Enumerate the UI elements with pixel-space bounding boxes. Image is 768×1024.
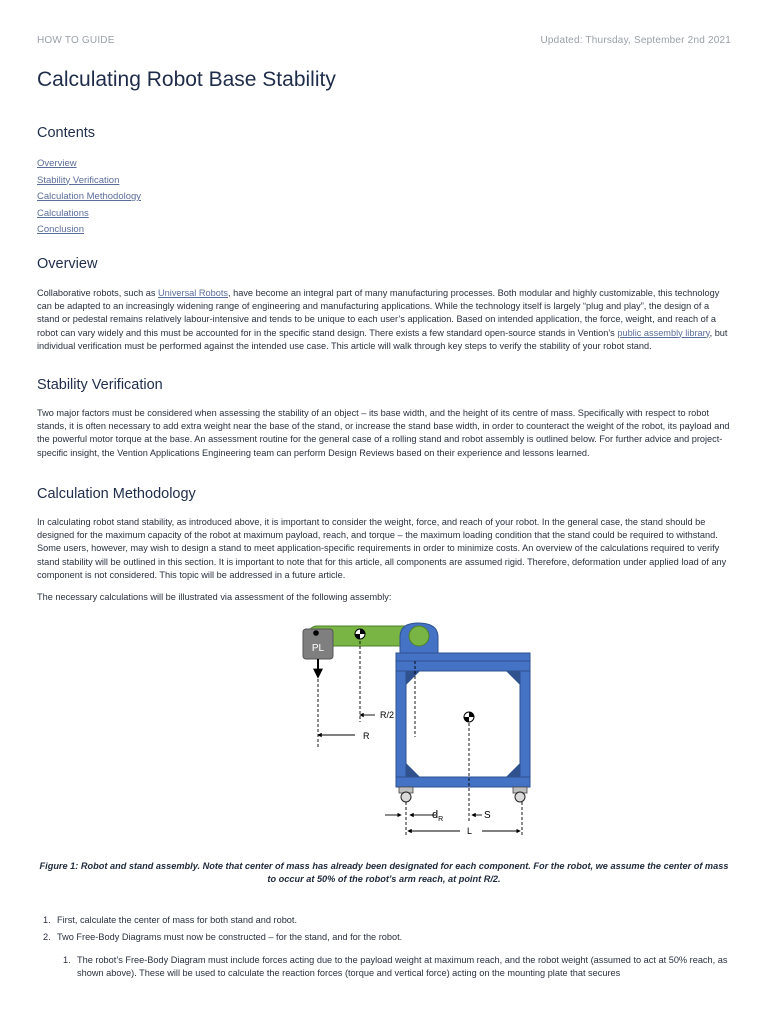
toc-link-calculations[interactable]: Calculations xyxy=(37,207,89,219)
list-item: 1. The robot’s Free-Body Diagram must include forces acting due to the payload weight at maximum reach, and the robot weight (assumed to act at 50% reach, as shown above). These will be used to calculate the reaction forces (torque and vertical force) acting on the mounting plate that secures xyxy=(63,955,728,979)
contents-heading: Contents xyxy=(37,125,96,141)
right-caster xyxy=(513,787,527,802)
public-assembly-library-link[interactable]: public assembly library xyxy=(617,327,710,338)
half-reach-label: R/2 xyxy=(380,710,395,720)
overview-text-1: Collaborative robots, such as xyxy=(37,288,159,298)
toc-link-calculation-methodology[interactable]: Calculation Methodology xyxy=(37,191,142,203)
toc-link-conclusion[interactable]: Conclusion xyxy=(37,224,84,236)
mounting-plate xyxy=(396,653,530,661)
stand-frame xyxy=(396,661,530,787)
methodology-heading: Calculation Methodology xyxy=(37,486,196,502)
s-label: S xyxy=(484,810,491,821)
robot-center-of-mass-icon xyxy=(355,629,365,639)
robot-stand-figure xyxy=(260,617,540,842)
reach-label: R xyxy=(363,731,370,741)
stability-paragraph: Two major factors must be considered when assessing the stability of an object – its base width, and the height of its centre of mass. Specifically with respect to robot stands, it is often necessary to add extra weight near the base of the stand, or increase the stand base width, in order to counteract the weight of the robot, its payload and the powerful motor torque at the base. An assessment routine for the general case of a rolling stand and robot assembly is outlined below. For further advice and project-specific insight, the Vention Applications Engineering team can perform Design Reviews based on their experience and lessons learned. xyxy=(37,408,730,458)
toc-link-overview[interactable]: Overview xyxy=(37,158,77,169)
top-bar xyxy=(37,35,731,46)
stand-center-of-mass-icon xyxy=(464,712,474,722)
figure-caption: Figure 1: Robot and stand assembly. Note that center of mass has already been designated for each component. For the robot, we assume the center of mass to occur at 50% of the robot’s arm reach, at point R/2. xyxy=(39,861,729,884)
section-label: HOW TO GUIDE xyxy=(37,35,115,46)
l-label: L xyxy=(467,826,473,836)
overview-text-2: , have become an integral part of many manufacturing processes. Both modular and highly customizable, this technology can be adapted to an increasingly widening range of engineering and manufacturing applications. While the technology itself is largely “plug and play”, the design of a stand or pedestal remains relatively labour-intensive and tends to be unique to each user’s application. Based on intended application, the force, weight, and reach of a robot can vary widely and this must be accounted for in the specific stand design. There exists a few standard open-source stands in Vention’s xyxy=(37,288,720,338)
updated-date: Updated: Thursday, September 2nd 2021 xyxy=(540,35,731,46)
methodology-intro: The necessary calculations will be illustrated via assessment of the following assembly: xyxy=(37,592,392,602)
steps-list xyxy=(37,914,731,944)
list-item: 1. First, calculate the center of mass for both stand and robot. xyxy=(43,915,298,925)
overview-text-3: , but individual verification must be performed against the intended use case. This article will walk through key steps to verify the stability of your robot stand. xyxy=(37,327,728,351)
left-caster xyxy=(399,787,413,802)
stability-heading: Stability Verification xyxy=(37,377,163,393)
methodology-paragraph: In calculating robot stand stability, as introduced above, it is important to consider the weight, force, and reach of your robot. In the general case, the stand should be designed for the maximum capacity of the robot at maximum payload, reach, and torque – the maximum loading condition that the stand could be required to withstand. Some users, however, may wish to design a stand to meet application-specific requirements in order to minimize costs. An overview of the calculations required to verify stand stability will be outlined in this section. It is important to note that for this article, all components are assumed rigid. Therefore, deformation under applied load of any component is not considered. This topic will be addressed in a future article. xyxy=(37,517,727,580)
table-of-contents xyxy=(37,156,141,239)
substeps-list xyxy=(57,954,731,980)
payload-block xyxy=(303,629,333,659)
universal-robots-link[interactable]: Universal Robots xyxy=(158,288,228,298)
overview-heading: Overview xyxy=(37,256,98,272)
list-item: 2. Two Free-Body Diagrams must now be constructed – for the stand, and for the robot. xyxy=(43,932,403,943)
d-r-label: $d_R$ xyxy=(432,809,444,823)
toc-link-stability-verification[interactable]: Stability Verification xyxy=(37,174,120,186)
page-title: Calculating Robot Base Stability xyxy=(37,68,336,91)
robot-shoulder-joint xyxy=(409,626,429,646)
payload-label: PL xyxy=(311,643,325,654)
overview-paragraph xyxy=(37,287,731,353)
